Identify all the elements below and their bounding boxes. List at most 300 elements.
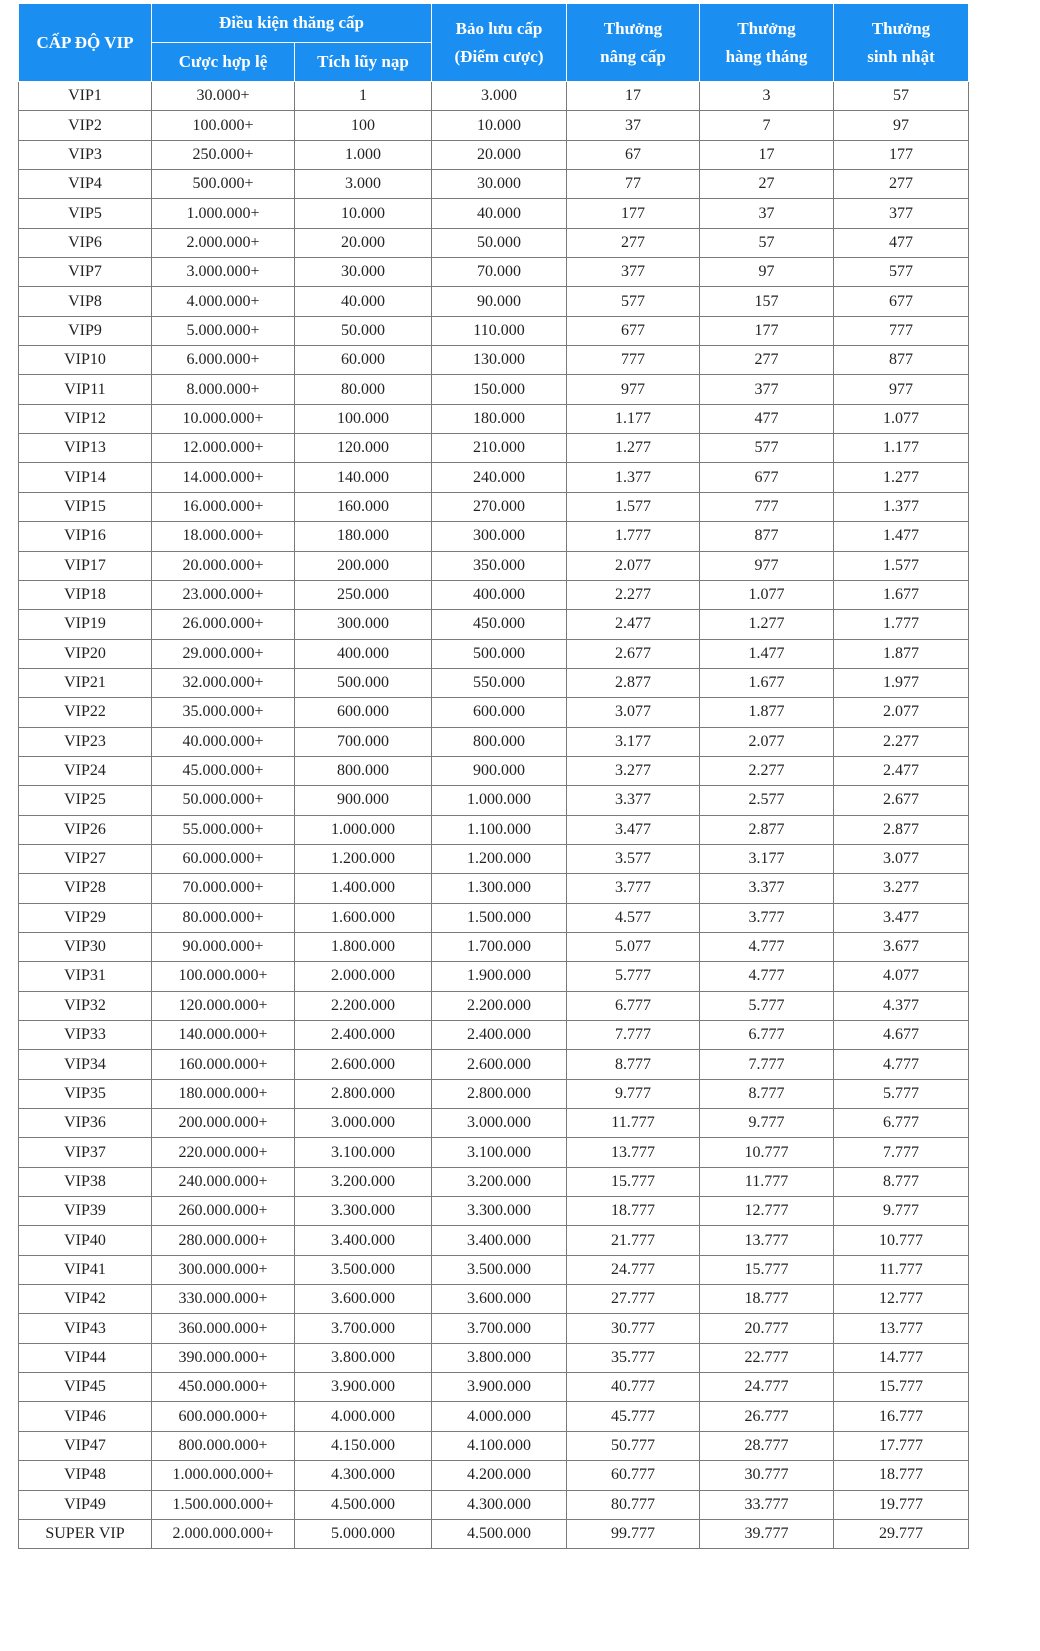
- cell-monthly-bonus: 13.777: [700, 1226, 834, 1255]
- cell-vip-level: VIP9: [19, 316, 152, 345]
- cell-retention: 3.000: [432, 82, 567, 111]
- table-row: [19, 551, 969, 580]
- cell-valid-bet: 160.000.000+: [152, 1050, 295, 1079]
- cell-upgrade-bonus: 27.777: [567, 1285, 700, 1314]
- cell-vip-level: VIP39: [19, 1197, 152, 1226]
- vip-level-table: [18, 3, 969, 1549]
- table-row: [19, 727, 969, 756]
- cell-birthday-bonus: 3.277: [834, 874, 969, 903]
- header-upgrade-bonus-line2: nâng cấp: [600, 46, 666, 66]
- cell-monthly-bonus: 6.777: [700, 1021, 834, 1050]
- cell-birthday-bonus: 1.177: [834, 434, 969, 463]
- cell-vip-level: VIP41: [19, 1255, 152, 1284]
- table-row: [19, 1255, 969, 1284]
- cell-monthly-bonus: 877: [700, 522, 834, 551]
- cell-vip-level: VIP45: [19, 1373, 152, 1402]
- cell-retention: 1.500.000: [432, 903, 567, 932]
- cell-retention: 3.200.000: [432, 1167, 567, 1196]
- cell-birthday-bonus: 1.277: [834, 463, 969, 492]
- cell-upgrade-bonus: 77: [567, 170, 700, 199]
- cell-total-deposit: 1: [295, 82, 432, 111]
- cell-retention: 90.000: [432, 287, 567, 316]
- cell-total-deposit: 3.300.000: [295, 1197, 432, 1226]
- cell-valid-bet: 12.000.000+: [152, 434, 295, 463]
- cell-vip-level: SUPER VIP: [19, 1519, 152, 1548]
- table-row: [19, 1519, 969, 1548]
- cell-birthday-bonus: 14.777: [834, 1343, 969, 1372]
- cell-birthday-bonus: 13.777: [834, 1314, 969, 1343]
- cell-birthday-bonus: 17.777: [834, 1431, 969, 1460]
- cell-retention: 4.200.000: [432, 1461, 567, 1490]
- cell-retention: 3.400.000: [432, 1226, 567, 1255]
- cell-retention: 1.300.000: [432, 874, 567, 903]
- cell-valid-bet: 20.000.000+: [152, 551, 295, 580]
- header-birthday-bonus-line1: Thưởng: [871, 18, 931, 38]
- cell-upgrade-bonus: 177: [567, 199, 700, 228]
- cell-monthly-bonus: 7: [700, 111, 834, 140]
- cell-birthday-bonus: 3.477: [834, 903, 969, 932]
- cell-valid-bet: 18.000.000+: [152, 522, 295, 551]
- cell-upgrade-bonus: 8.777: [567, 1050, 700, 1079]
- table-row: [19, 610, 969, 639]
- cell-total-deposit: 10.000: [295, 199, 432, 228]
- table-row: [19, 639, 969, 668]
- cell-vip-level: VIP48: [19, 1461, 152, 1490]
- cell-valid-bet: 50.000.000+: [152, 786, 295, 815]
- cell-valid-bet: 1.500.000.000+: [152, 1490, 295, 1519]
- cell-total-deposit: 2.400.000: [295, 1021, 432, 1050]
- cell-total-deposit: 400.000: [295, 639, 432, 668]
- cell-valid-bet: 280.000.000+: [152, 1226, 295, 1255]
- cell-monthly-bonus: 28.777: [700, 1431, 834, 1460]
- cell-valid-bet: 4.000.000+: [152, 287, 295, 316]
- cell-monthly-bonus: 20.777: [700, 1314, 834, 1343]
- table-row: [19, 346, 969, 375]
- cell-valid-bet: 30.000+: [152, 82, 295, 111]
- cell-birthday-bonus: 2.877: [834, 815, 969, 844]
- cell-total-deposit: 60.000: [295, 346, 432, 375]
- cell-birthday-bonus: 2.477: [834, 756, 969, 785]
- cell-valid-bet: 180.000.000+: [152, 1079, 295, 1108]
- cell-monthly-bonus: 18.777: [700, 1285, 834, 1314]
- cell-birthday-bonus: 377: [834, 199, 969, 228]
- cell-valid-bet: 3.000.000+: [152, 258, 295, 287]
- cell-total-deposit: 500.000: [295, 668, 432, 697]
- cell-total-deposit: 3.700.000: [295, 1314, 432, 1343]
- cell-valid-bet: 140.000.000+: [152, 1021, 295, 1050]
- cell-vip-level: VIP20: [19, 639, 152, 668]
- cell-valid-bet: 360.000.000+: [152, 1314, 295, 1343]
- table-row: [19, 287, 969, 316]
- cell-valid-bet: 2.000.000+: [152, 228, 295, 257]
- cell-monthly-bonus: 2.277: [700, 756, 834, 785]
- cell-birthday-bonus: 19.777: [834, 1490, 969, 1519]
- cell-birthday-bonus: 4.377: [834, 991, 969, 1020]
- cell-valid-bet: 200.000.000+: [152, 1109, 295, 1138]
- cell-birthday-bonus: 677: [834, 287, 969, 316]
- cell-retention: 4.500.000: [432, 1519, 567, 1548]
- header-birthday-bonus: [834, 4, 969, 82]
- cell-vip-level: VIP17: [19, 551, 152, 580]
- cell-vip-level: VIP46: [19, 1402, 152, 1431]
- cell-total-deposit: 2.600.000: [295, 1050, 432, 1079]
- header-monthly-bonus-line1: Thưởng: [737, 18, 796, 38]
- cell-vip-level: VIP23: [19, 727, 152, 756]
- cell-birthday-bonus: 777: [834, 316, 969, 345]
- table-row: [19, 1021, 969, 1050]
- cell-valid-bet: 8.000.000+: [152, 375, 295, 404]
- cell-valid-bet: 100.000+: [152, 111, 295, 140]
- cell-birthday-bonus: 1.677: [834, 580, 969, 609]
- cell-birthday-bonus: 15.777: [834, 1373, 969, 1402]
- cell-upgrade-bonus: 30.777: [567, 1314, 700, 1343]
- cell-vip-level: VIP1: [19, 82, 152, 111]
- cell-retention: 40.000: [432, 199, 567, 228]
- cell-birthday-bonus: 1.877: [834, 639, 969, 668]
- header-total-deposit: Tích lũy nạp: [295, 43, 432, 82]
- cell-total-deposit: 1.800.000: [295, 932, 432, 961]
- cell-total-deposit: 3.000.000: [295, 1109, 432, 1138]
- cell-valid-bet: 5.000.000+: [152, 316, 295, 345]
- table-row: [19, 756, 969, 785]
- cell-retention: 3.700.000: [432, 1314, 567, 1343]
- table-body: [19, 82, 969, 1549]
- cell-upgrade-bonus: 377: [567, 258, 700, 287]
- table-row: [19, 111, 969, 140]
- table-row: [19, 375, 969, 404]
- table-row: [19, 844, 969, 873]
- cell-total-deposit: 80.000: [295, 375, 432, 404]
- table-row: [19, 1138, 969, 1167]
- cell-vip-level: VIP47: [19, 1431, 152, 1460]
- cell-upgrade-bonus: 577: [567, 287, 700, 316]
- cell-birthday-bonus: 877: [834, 346, 969, 375]
- cell-vip-level: VIP31: [19, 962, 152, 991]
- cell-retention: 3.300.000: [432, 1197, 567, 1226]
- cell-upgrade-bonus: 3.077: [567, 698, 700, 727]
- cell-monthly-bonus: 277: [700, 346, 834, 375]
- cell-upgrade-bonus: 3.377: [567, 786, 700, 815]
- cell-valid-bet: 80.000.000+: [152, 903, 295, 932]
- table-row: [19, 698, 969, 727]
- cell-retention: 4.300.000: [432, 1490, 567, 1519]
- cell-birthday-bonus: 1.377: [834, 492, 969, 521]
- cell-upgrade-bonus: 40.777: [567, 1373, 700, 1402]
- cell-monthly-bonus: 477: [700, 404, 834, 433]
- cell-upgrade-bonus: 45.777: [567, 1402, 700, 1431]
- cell-total-deposit: 140.000: [295, 463, 432, 492]
- cell-vip-level: VIP26: [19, 815, 152, 844]
- table-row: [19, 522, 969, 551]
- cell-birthday-bonus: 1.977: [834, 668, 969, 697]
- cell-upgrade-bonus: 67: [567, 140, 700, 169]
- cell-monthly-bonus: 177: [700, 316, 834, 345]
- table-row: [19, 1050, 969, 1079]
- cell-valid-bet: 16.000.000+: [152, 492, 295, 521]
- cell-birthday-bonus: 3.077: [834, 844, 969, 873]
- cell-retention: 2.200.000: [432, 991, 567, 1020]
- table-row: [19, 1314, 969, 1343]
- cell-total-deposit: 4.150.000: [295, 1431, 432, 1460]
- cell-valid-bet: 23.000.000+: [152, 580, 295, 609]
- cell-valid-bet: 45.000.000+: [152, 756, 295, 785]
- cell-vip-level: VIP18: [19, 580, 152, 609]
- cell-total-deposit: 2.000.000: [295, 962, 432, 991]
- cell-monthly-bonus: 24.777: [700, 1373, 834, 1402]
- cell-total-deposit: 3.900.000: [295, 1373, 432, 1402]
- cell-vip-level: VIP36: [19, 1109, 152, 1138]
- cell-birthday-bonus: 8.777: [834, 1167, 969, 1196]
- cell-birthday-bonus: 1.077: [834, 404, 969, 433]
- header-vip-level: CẤP ĐỘ VIP: [19, 4, 152, 82]
- cell-birthday-bonus: 18.777: [834, 1461, 969, 1490]
- cell-valid-bet: 90.000.000+: [152, 932, 295, 961]
- cell-total-deposit: 5.000.000: [295, 1519, 432, 1548]
- table-row: [19, 404, 969, 433]
- cell-upgrade-bonus: 2.077: [567, 551, 700, 580]
- cell-upgrade-bonus: 3.577: [567, 844, 700, 873]
- cell-monthly-bonus: 33.777: [700, 1490, 834, 1519]
- cell-birthday-bonus: 11.777: [834, 1255, 969, 1284]
- cell-total-deposit: 4.000.000: [295, 1402, 432, 1431]
- cell-upgrade-bonus: 13.777: [567, 1138, 700, 1167]
- cell-total-deposit: 30.000: [295, 258, 432, 287]
- cell-monthly-bonus: 157: [700, 287, 834, 316]
- cell-valid-bet: 55.000.000+: [152, 815, 295, 844]
- cell-birthday-bonus: 477: [834, 228, 969, 257]
- table-row: [19, 463, 969, 492]
- cell-monthly-bonus: 11.777: [700, 1167, 834, 1196]
- cell-monthly-bonus: 3.777: [700, 903, 834, 932]
- table-row: [19, 786, 969, 815]
- cell-upgrade-bonus: 3.777: [567, 874, 700, 903]
- cell-monthly-bonus: 97: [700, 258, 834, 287]
- table-row: [19, 580, 969, 609]
- cell-birthday-bonus: 9.777: [834, 1197, 969, 1226]
- cell-valid-bet: 32.000.000+: [152, 668, 295, 697]
- cell-monthly-bonus: 577: [700, 434, 834, 463]
- cell-upgrade-bonus: 21.777: [567, 1226, 700, 1255]
- cell-monthly-bonus: 3.377: [700, 874, 834, 903]
- cell-total-deposit: 120.000: [295, 434, 432, 463]
- cell-vip-level: VIP16: [19, 522, 152, 551]
- header-retention-line2: (Điểm cược): [454, 46, 544, 66]
- cell-birthday-bonus: 4.077: [834, 962, 969, 991]
- cell-birthday-bonus: 177: [834, 140, 969, 169]
- cell-monthly-bonus: 7.777: [700, 1050, 834, 1079]
- cell-monthly-bonus: 10.777: [700, 1138, 834, 1167]
- cell-valid-bet: 800.000.000+: [152, 1431, 295, 1460]
- cell-total-deposit: 3.200.000: [295, 1167, 432, 1196]
- cell-total-deposit: 900.000: [295, 786, 432, 815]
- cell-total-deposit: 2.200.000: [295, 991, 432, 1020]
- cell-birthday-bonus: 2.677: [834, 786, 969, 815]
- cell-total-deposit: 3.600.000: [295, 1285, 432, 1314]
- cell-valid-bet: 450.000.000+: [152, 1373, 295, 1402]
- cell-vip-level: VIP2: [19, 111, 152, 140]
- cell-monthly-bonus: 22.777: [700, 1343, 834, 1372]
- cell-retention: 1.900.000: [432, 962, 567, 991]
- cell-retention: 240.000: [432, 463, 567, 492]
- cell-vip-level: VIP19: [19, 610, 152, 639]
- cell-upgrade-bonus: 977: [567, 375, 700, 404]
- cell-valid-bet: 600.000.000+: [152, 1402, 295, 1431]
- cell-vip-level: VIP7: [19, 258, 152, 287]
- cell-retention: 50.000: [432, 228, 567, 257]
- cell-valid-bet: 70.000.000+: [152, 874, 295, 903]
- cell-retention: 180.000: [432, 404, 567, 433]
- cell-retention: 800.000: [432, 727, 567, 756]
- header-monthly-bonus-line2: hàng tháng: [725, 46, 808, 66]
- cell-monthly-bonus: 4.777: [700, 962, 834, 991]
- cell-vip-level: VIP33: [19, 1021, 152, 1050]
- cell-retention: 600.000: [432, 698, 567, 727]
- cell-vip-level: VIP27: [19, 844, 152, 873]
- cell-retention: 3.600.000: [432, 1285, 567, 1314]
- cell-birthday-bonus: 4.777: [834, 1050, 969, 1079]
- cell-vip-level: VIP4: [19, 170, 152, 199]
- cell-retention: 300.000: [432, 522, 567, 551]
- table-row: [19, 874, 969, 903]
- table-row: [19, 668, 969, 697]
- header-birthday-bonus-line2: sinh nhật: [867, 46, 935, 66]
- table-row: [19, 434, 969, 463]
- cell-retention: 270.000: [432, 492, 567, 521]
- table-row: [19, 1402, 969, 1431]
- cell-total-deposit: 600.000: [295, 698, 432, 727]
- cell-monthly-bonus: 1.277: [700, 610, 834, 639]
- header-monthly-bonus: [700, 4, 834, 82]
- cell-total-deposit: 3.400.000: [295, 1226, 432, 1255]
- cell-monthly-bonus: 26.777: [700, 1402, 834, 1431]
- cell-upgrade-bonus: 1.777: [567, 522, 700, 551]
- cell-vip-level: VIP25: [19, 786, 152, 815]
- table-row: [19, 82, 969, 111]
- cell-upgrade-bonus: 37: [567, 111, 700, 140]
- cell-retention: 1.200.000: [432, 844, 567, 873]
- cell-total-deposit: 3.100.000: [295, 1138, 432, 1167]
- table-row: [19, 962, 969, 991]
- cell-vip-level: VIP38: [19, 1167, 152, 1196]
- table-row: [19, 1373, 969, 1402]
- table-row: [19, 991, 969, 1020]
- cell-birthday-bonus: 2.277: [834, 727, 969, 756]
- cell-retention: 3.000.000: [432, 1109, 567, 1138]
- cell-birthday-bonus: 577: [834, 258, 969, 287]
- cell-monthly-bonus: 1.077: [700, 580, 834, 609]
- cell-monthly-bonus: 17: [700, 140, 834, 169]
- cell-retention: 2.600.000: [432, 1050, 567, 1079]
- cell-valid-bet: 40.000.000+: [152, 727, 295, 756]
- cell-monthly-bonus: 39.777: [700, 1519, 834, 1548]
- cell-upgrade-bonus: 2.677: [567, 639, 700, 668]
- cell-upgrade-bonus: 5.777: [567, 962, 700, 991]
- cell-birthday-bonus: 977: [834, 375, 969, 404]
- cell-birthday-bonus: 2.077: [834, 698, 969, 727]
- cell-birthday-bonus: 29.777: [834, 1519, 969, 1548]
- header-upgrade-bonus-line1: Thưởng: [603, 18, 663, 38]
- cell-upgrade-bonus: 2.277: [567, 580, 700, 609]
- cell-total-deposit: 100: [295, 111, 432, 140]
- cell-upgrade-bonus: 1.377: [567, 463, 700, 492]
- cell-monthly-bonus: 3.177: [700, 844, 834, 873]
- cell-total-deposit: 200.000: [295, 551, 432, 580]
- cell-retention: 4.100.000: [432, 1431, 567, 1460]
- cell-upgrade-bonus: 2.477: [567, 610, 700, 639]
- cell-upgrade-bonus: 677: [567, 316, 700, 345]
- cell-upgrade-bonus: 18.777: [567, 1197, 700, 1226]
- cell-monthly-bonus: 8.777: [700, 1079, 834, 1108]
- cell-valid-bet: 300.000.000+: [152, 1255, 295, 1284]
- cell-vip-level: VIP21: [19, 668, 152, 697]
- cell-monthly-bonus: 777: [700, 492, 834, 521]
- cell-valid-bet: 6.000.000+: [152, 346, 295, 375]
- cell-valid-bet: 60.000.000+: [152, 844, 295, 873]
- cell-retention: 3.800.000: [432, 1343, 567, 1372]
- table-row: [19, 199, 969, 228]
- cell-total-deposit: 300.000: [295, 610, 432, 639]
- cell-vip-level: VIP8: [19, 287, 152, 316]
- cell-upgrade-bonus: 1.277: [567, 434, 700, 463]
- cell-valid-bet: 14.000.000+: [152, 463, 295, 492]
- cell-vip-level: VIP40: [19, 1226, 152, 1255]
- cell-upgrade-bonus: 5.077: [567, 932, 700, 961]
- cell-retention: 110.000: [432, 316, 567, 345]
- cell-retention: 2.400.000: [432, 1021, 567, 1050]
- cell-upgrade-bonus: 11.777: [567, 1109, 700, 1138]
- cell-monthly-bonus: 4.777: [700, 932, 834, 961]
- cell-retention: 4.000.000: [432, 1402, 567, 1431]
- cell-birthday-bonus: 97: [834, 111, 969, 140]
- cell-monthly-bonus: 1.477: [700, 639, 834, 668]
- cell-retention: 3.100.000: [432, 1138, 567, 1167]
- cell-retention: 1.700.000: [432, 932, 567, 961]
- cell-birthday-bonus: 16.777: [834, 1402, 969, 1431]
- cell-upgrade-bonus: 80.777: [567, 1490, 700, 1519]
- header-retention-line1: Bảo lưu cấp: [455, 18, 543, 38]
- cell-retention: 450.000: [432, 610, 567, 639]
- table-row: [19, 492, 969, 521]
- cell-valid-bet: 35.000.000+: [152, 698, 295, 727]
- cell-total-deposit: 100.000: [295, 404, 432, 433]
- header-valid-bet: Cược hợp lệ: [152, 43, 295, 82]
- table-row: [19, 228, 969, 257]
- cell-valid-bet: 390.000.000+: [152, 1343, 295, 1372]
- cell-total-deposit: 4.500.000: [295, 1490, 432, 1519]
- cell-vip-level: VIP29: [19, 903, 152, 932]
- cell-total-deposit: 1.400.000: [295, 874, 432, 903]
- cell-total-deposit: 1.000: [295, 140, 432, 169]
- cell-upgrade-bonus: 24.777: [567, 1255, 700, 1284]
- cell-vip-level: VIP3: [19, 140, 152, 169]
- cell-birthday-bonus: 6.777: [834, 1109, 969, 1138]
- cell-valid-bet: 29.000.000+: [152, 639, 295, 668]
- cell-retention: 70.000: [432, 258, 567, 287]
- cell-retention: 10.000: [432, 111, 567, 140]
- cell-vip-level: VIP24: [19, 756, 152, 785]
- cell-vip-level: VIP43: [19, 1314, 152, 1343]
- cell-vip-level: VIP11: [19, 375, 152, 404]
- cell-retention: 30.000: [432, 170, 567, 199]
- cell-upgrade-bonus: 2.877: [567, 668, 700, 697]
- cell-upgrade-bonus: 17: [567, 82, 700, 111]
- cell-total-deposit: 1.200.000: [295, 844, 432, 873]
- cell-vip-level: VIP49: [19, 1490, 152, 1519]
- cell-monthly-bonus: 2.077: [700, 727, 834, 756]
- cell-monthly-bonus: 12.777: [700, 1197, 834, 1226]
- cell-vip-level: VIP44: [19, 1343, 152, 1372]
- cell-vip-level: VIP22: [19, 698, 152, 727]
